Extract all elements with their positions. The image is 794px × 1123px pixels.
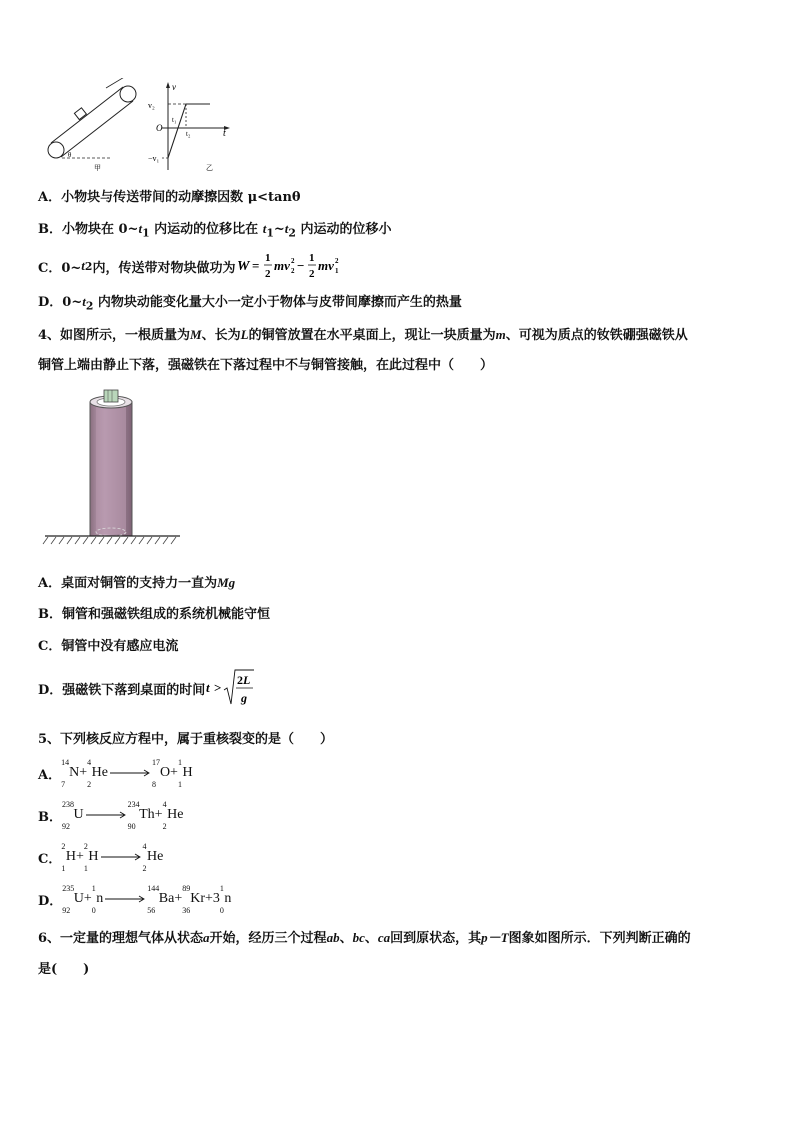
v2-label: v₂ xyxy=(148,101,155,110)
svg-text:−: − xyxy=(297,258,305,273)
belt-lower-pulley xyxy=(48,142,64,158)
arrow-icon xyxy=(103,894,147,904)
reaction-b: 238 92 U 234 90 Th+ 4 2 He xyxy=(62,799,184,831)
work-formula xyxy=(237,248,349,284)
q4-option-a[interactable]: A．桌面对铜管的支持力一直为Mg xyxy=(38,575,236,591)
svg-text:2: 2 xyxy=(291,267,295,275)
q5-option-c[interactable]: C． 2 1 H+ 2 1 H 4 2 He xyxy=(38,841,164,873)
q5-option-b[interactable]: B． 238 92 U 234 90 Th+ 4 2 He xyxy=(38,799,184,831)
svg-text:2: 2 xyxy=(309,268,315,280)
axis-v-label: v xyxy=(172,82,176,92)
svg-text:W: W xyxy=(237,259,250,274)
time-inequality-formula xyxy=(205,666,255,710)
reaction-c: 2 1 H+ 2 1 H 4 2 He xyxy=(61,841,164,873)
fig1-caption-yi: 乙 xyxy=(206,164,213,172)
magnet xyxy=(104,390,118,402)
block xyxy=(74,108,86,120)
arrow-icon xyxy=(108,768,152,778)
belt-upper-pulley xyxy=(120,86,136,102)
svg-text:>: > xyxy=(214,680,222,695)
q3-option-c[interactable]: C．0~ t 2 内，传送带对物块做功为 W = 1 2 mv 2 2 − 1 2 mv 2 1 xyxy=(38,248,349,284)
q3-option-b[interactable]: B．小物块在 $0\sim t_1$ 内运动的位移比在 $t_1\sim t_2$ 内运动的位移小 xyxy=(38,221,392,240)
t2-label: t₂ xyxy=(186,130,191,138)
q6-stem-line1: 6、一定量的理想气体从状态a开始，经历三个过程ab、bc、ca回到原状态，其p－T图象如图所示．下列判断正确的 xyxy=(38,930,691,946)
axis-t-label: t xyxy=(223,128,226,139)
reaction-a: 14 7 N+ 4 2 He 17 8 O+ 1 1 H xyxy=(61,757,193,789)
q5-stem: 5、下列核反应方程中，属于重核裂变的是（ ） xyxy=(38,732,334,747)
copper-tube-figure xyxy=(40,386,190,552)
t1-label: t₁ xyxy=(172,116,177,124)
q4-option-c[interactable]: C．铜管中没有感应电流 xyxy=(38,639,179,654)
conveyor-belt-figure xyxy=(40,78,260,174)
arrow-icon xyxy=(84,810,128,820)
svg-text:t: t xyxy=(206,680,210,695)
svg-text:1: 1 xyxy=(335,267,339,275)
incline-angle-label: θ xyxy=(68,151,72,159)
svg-text:mv: mv xyxy=(274,258,291,273)
q5-option-d[interactable]: D． 235 92 U+ 1 0 n 144 56 Ba+ 89 36 Kr+3 1 0 n xyxy=(38,883,232,915)
q4-stem-line2: 铜管上端由静止下落，强磁铁在下落过程中不与铜管接触，在此过程中（ ） xyxy=(38,358,494,373)
q3-option-a[interactable]: A．小物块与传送带间的动摩擦因数 μ<tanθ xyxy=(38,190,301,205)
q4-option-d[interactable]: D．强磁铁下落到桌面的时间 t > 2L g xyxy=(38,666,255,710)
q4-option-b[interactable]: B．铜管和强磁铁组成的系统机械能守恒 xyxy=(38,607,270,622)
svg-text:2: 2 xyxy=(265,268,271,280)
svg-text:1: 1 xyxy=(265,252,271,264)
q3-option-d[interactable]: D．$0\sim t_2$ 内物块动能变化量大小一定小于物体与皮带间摩擦而产生的热量 xyxy=(38,294,462,313)
fig1-caption-jia: 甲 xyxy=(94,164,101,172)
svg-text:2: 2 xyxy=(335,257,339,265)
q6-stem-line2: 是( ) xyxy=(38,962,90,977)
svg-text:mv: mv xyxy=(318,258,335,273)
svg-text:2L: 2L xyxy=(237,673,251,687)
svg-text:g: g xyxy=(241,691,248,705)
v1-label: −v₁ xyxy=(148,154,160,163)
q5-option-a[interactable]: A． 14 7 N+ 4 2 He 17 8 O+ 1 1 H xyxy=(38,757,193,789)
reaction-d: 235 92 U+ 1 0 n 144 56 Ba+ 89 36 Kr+3 1 0 n xyxy=(62,883,232,915)
q4-stem-line1: 4、如图所示，一根质量为M、长为L的铜管放置在水平桌面上，现让一块质量为m、可视为质点的钕铁硼强磁铁从 xyxy=(38,327,688,343)
arrow-icon xyxy=(99,852,143,862)
origin-label: O xyxy=(156,123,163,133)
svg-text:=: = xyxy=(252,258,260,273)
svg-text:1: 1 xyxy=(309,252,315,264)
svg-text:2: 2 xyxy=(291,257,295,265)
